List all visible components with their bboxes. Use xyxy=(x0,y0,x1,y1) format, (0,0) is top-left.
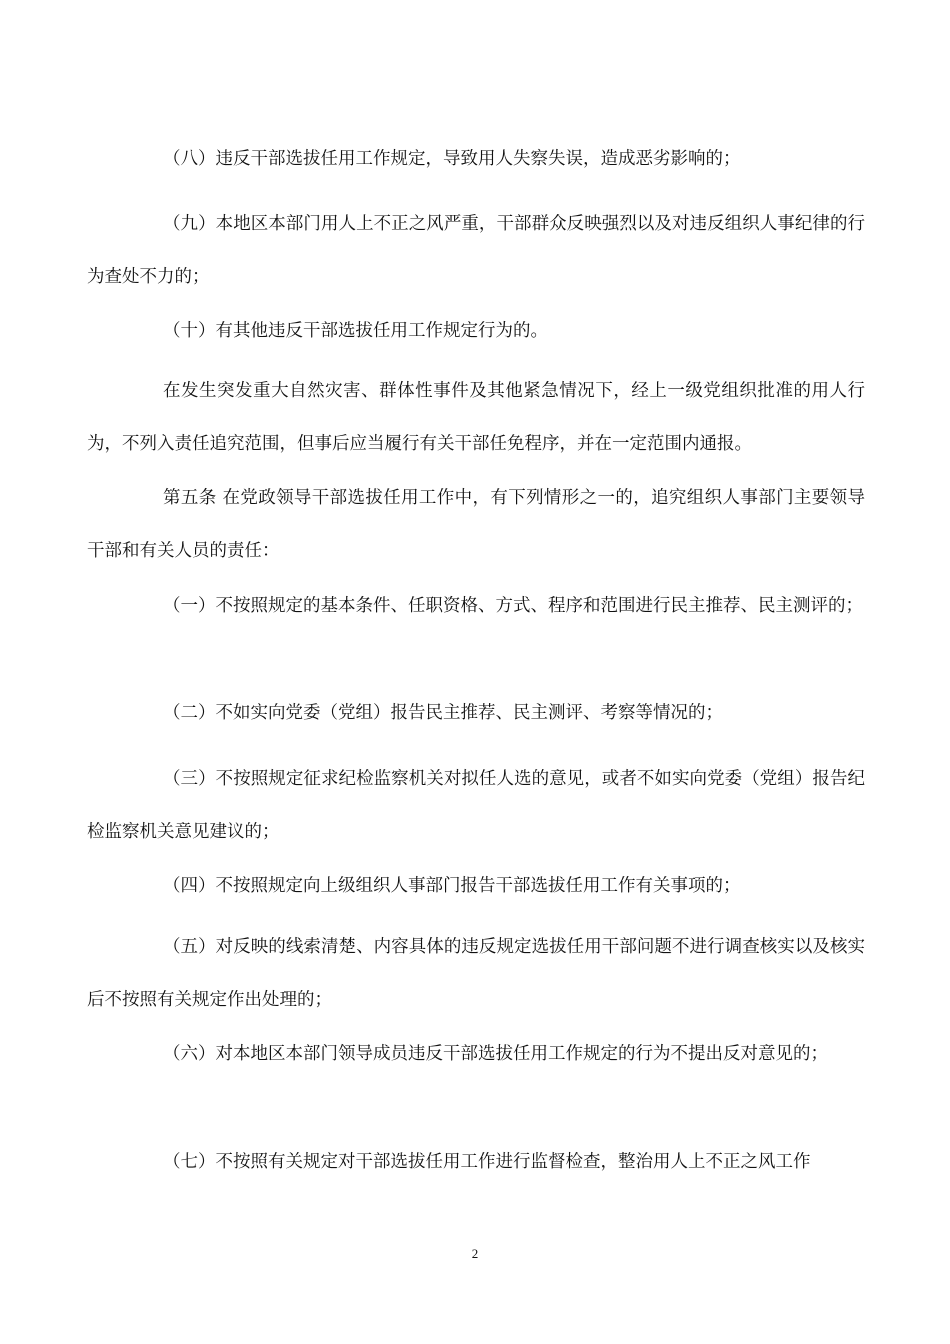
paragraph-item-7: （七）不按照有关规定对干部选拔任用工作进行监督检查，整治用人上不正之风工作 xyxy=(163,1152,811,1172)
paragraph-item-4: （四）不按照规定向上级组织人事部门报告干部选拔任用工作有关事项的； xyxy=(163,876,741,896)
paragraph-item-10: （十）有其他违反干部选拔任用工作规定行为的。 xyxy=(163,321,548,341)
paragraph-item-2: （二）不如实向党委（党组）报告民主推荐、民主测评、考察等情况的； xyxy=(163,703,723,723)
paragraph-item-8: （八）违反干部选拔任用工作规定，导致用人失察失误，造成恶劣影响的； xyxy=(163,149,741,169)
paragraph-item-5: （五）对反映的线索清楚、内容具体的违反规定选拔任用干部问题不进行调查核实以及核实后不按照有关规定作出处理的； xyxy=(87,937,865,1010)
paragraph-item-6: （六）对本地区本部门领导成员违反干部选拔任用工作规定的行为不提出反对意见的； xyxy=(163,1044,828,1064)
paragraph-item-3: （三）不按照规定征求纪检监察机关对拟任人选的意见，或者不如实向党委（党组）报告纪检监察机关意见建议的； xyxy=(87,769,865,842)
paragraph-item-1: （一）不按照规定的基本条件、任职资格、方式、程序和范围进行民主推荐、民主测评的； xyxy=(163,596,863,616)
paragraph-article-5: 第五条 在党政领导干部选拔任用工作中，有下列情形之一的，追究组织人事部门主要领导干部和有关人员的责任： xyxy=(87,488,865,561)
paragraph-item-9: （九）本地区本部门用人上不正之风严重，干部群众反映强烈以及对违反组织人事纪律的行为查处不力的； xyxy=(87,214,865,287)
page-number: 2 xyxy=(471,1246,479,1261)
paragraph-emergency-exception: 在发生突发重大自然灾害、群体性事件及其他紧急情况下，经上一级党组织批准的用人行为，不列入责任追究范围，但事后应当履行有关干部任免程序，并在一定范围内通报。 xyxy=(87,381,865,454)
